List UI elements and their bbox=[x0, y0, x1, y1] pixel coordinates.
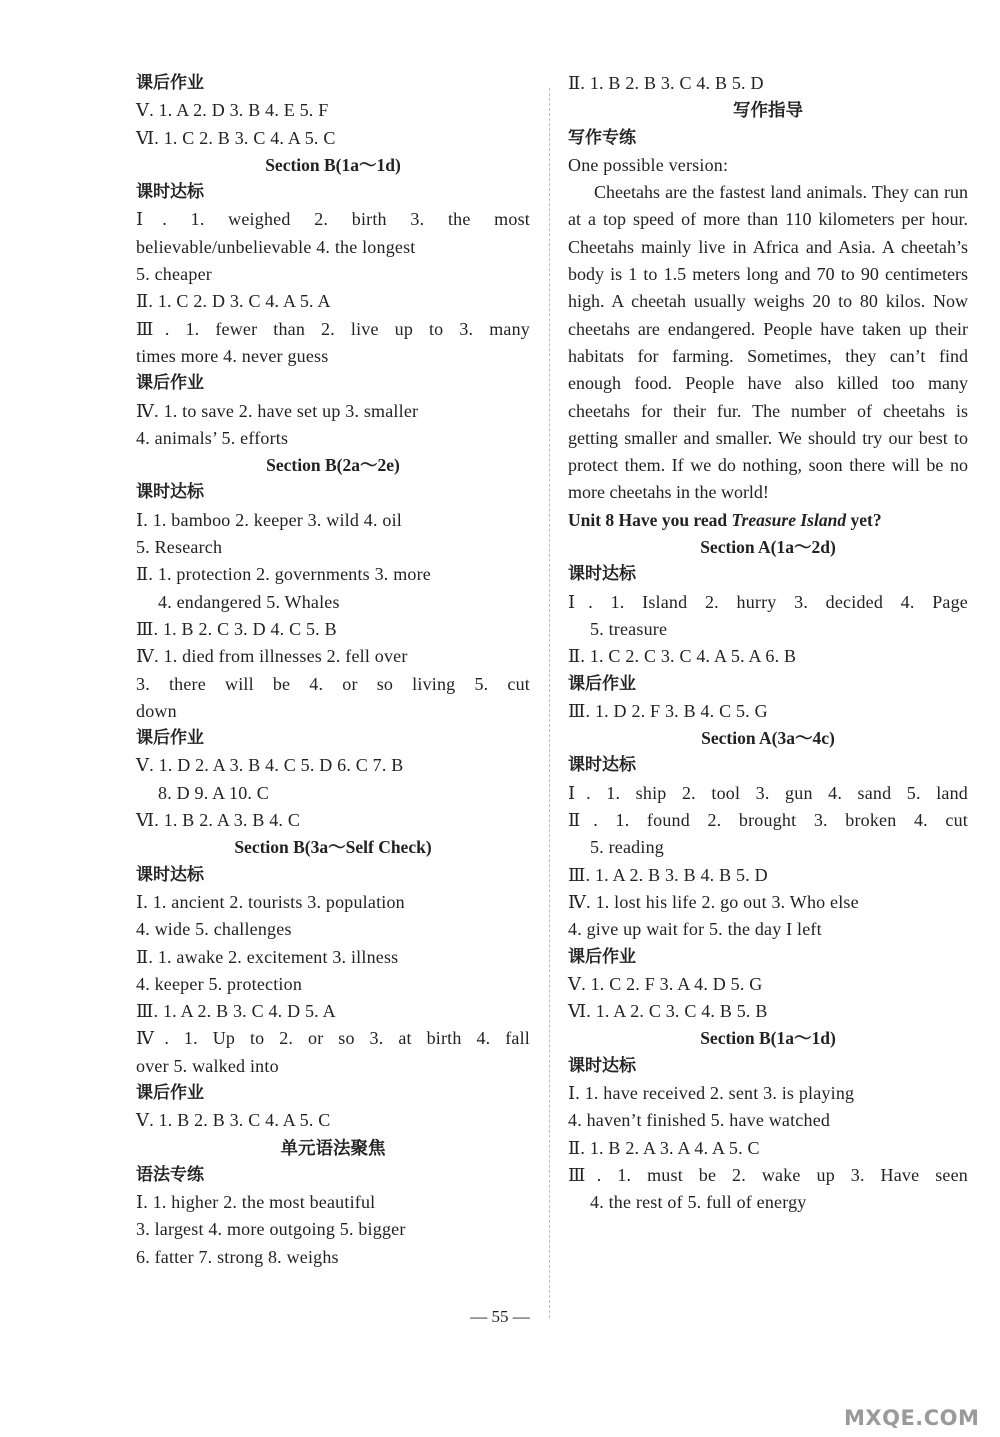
answer-line: Ⅵ. 1. A 2. C 3. C 4. B 5. B bbox=[568, 1001, 768, 1022]
subsection-heading: 课时达标 bbox=[136, 482, 204, 503]
column-divider bbox=[549, 88, 550, 1318]
answer-line: 6. fatter 7. strong 8. weighs bbox=[136, 1246, 339, 1267]
answer-line: 5. treasure bbox=[590, 618, 668, 639]
section-title: Section B(2a～2e) bbox=[266, 455, 400, 476]
answer-line: One possible version: bbox=[568, 154, 729, 175]
section-title: Section B(1a～1d) bbox=[265, 154, 401, 175]
essay-text: Cheetahs are the fastest land animals. They can run at a top speed of more than 110 kilometers per hour. Cheetahs mainly live in Africa and Asia. A cheetah’s body is 1 to 1.5 meters long and 70 to 90 centimeters high. A cheetah usually weighs 20 to 80 kilos. Now cheetahs are endangered. People have taken up their habitats for farming. Sometimes, they can’t find enough food. People have also killed too many cheetahs for their fur. The number of cheetahs is getting smaller and smaller. We should try our best to protect them. If we do nothing, soon there will be no more cheetahs in the world! bbox=[568, 182, 968, 503]
subsection-heading: 写作专练 bbox=[568, 127, 636, 148]
right-top-block bbox=[568, 70, 968, 179]
answer-line: Ⅱ. 1. B 2. A 3. A 4. A 5. C bbox=[568, 1137, 760, 1158]
answer-line: Ⅲ. 1. fewer than 2. live up to 3. many bbox=[136, 318, 530, 339]
answer-line: Ⅰ. 1. higher 2. the most beautiful bbox=[136, 1192, 376, 1213]
left-column bbox=[136, 70, 530, 1271]
subsection-heading: 课时达标 bbox=[568, 755, 636, 776]
subsection-heading: 语法专练 bbox=[136, 1164, 204, 1185]
subsection-heading: 课后作业 bbox=[568, 673, 636, 694]
answer-line: Ⅲ. 1. A 2. B 3. B 4. B 5. D bbox=[568, 864, 768, 885]
subsection-heading: 课后作业 bbox=[136, 73, 204, 93]
answer-line: over 5. walked into bbox=[136, 1055, 279, 1076]
answer-line: Ⅵ. 1. C 2. B 3. C 4. A 5. C bbox=[136, 127, 336, 148]
answer-line: Ⅱ. 1. C 2. D 3. C 4. A 5. A bbox=[136, 291, 331, 312]
subsection-heading: 课后作业 bbox=[136, 373, 204, 394]
section-title: Section B(3a～Self Check) bbox=[234, 837, 432, 858]
answer-line: Ⅰ. 1. Island 2. hurry 3. decided 4. Page bbox=[568, 591, 968, 612]
answer-line: Ⅲ. 1. B 2. C 3. D 4. C 5. B bbox=[136, 618, 337, 639]
answer-line: 3. largest 4. more outgoing 5. bigger bbox=[136, 1219, 406, 1240]
answer-line: 4. endangered 5. Whales bbox=[158, 591, 340, 612]
answer-line: Ⅱ. 1. B 2. B 3. C 4. B 5. D bbox=[568, 73, 764, 93]
subsection-heading: 课后作业 bbox=[136, 1082, 204, 1103]
subsection-heading: 课时达标 bbox=[136, 864, 204, 885]
answer-line: 5. Research bbox=[136, 537, 223, 558]
answer-line: 4. haven’t finished 5. have watched bbox=[568, 1110, 831, 1131]
answer-line: 8. D 9. A 10. C bbox=[158, 782, 270, 803]
answer-line: Ⅴ. 1. D 2. A 3. B 4. C 5. D 6. C 7. B bbox=[136, 755, 404, 776]
answer-line: Ⅰ. 1. have received 2. sent 3. is playing bbox=[568, 1082, 855, 1103]
unit-title-book: Treasure Island bbox=[731, 509, 847, 530]
answer-line: Ⅱ. 1. found 2. brought 3. broken 4. cut bbox=[568, 810, 968, 831]
subsection-heading: 课后作业 bbox=[136, 728, 204, 749]
answer-line: 4. animals’ 5. efforts bbox=[136, 427, 289, 448]
answer-line: believable/unbelievable 4. the longest bbox=[136, 236, 416, 257]
section-title: 单元语法聚焦 bbox=[280, 1137, 386, 1158]
answer-line: Ⅰ. 1. weighed 2. birth 3. the most bbox=[136, 209, 530, 230]
subsection-heading: 课后作业 bbox=[568, 946, 636, 967]
answer-line: Ⅱ. 1. awake 2. excitement 3. illness bbox=[136, 946, 399, 967]
watermark-site: MXQE.COM bbox=[844, 1406, 980, 1430]
answer-line: Ⅲ. 1. A 2. B 3. C 4. D 5. A bbox=[136, 1001, 336, 1022]
answer-line: 4. the rest of 5. full of energy bbox=[590, 1192, 807, 1213]
unit-title-suffix: yet? bbox=[846, 509, 882, 530]
answer-line: Ⅰ. 1. ancient 2. tourists 3. population bbox=[136, 891, 405, 912]
answer-line: 5. cheaper bbox=[136, 264, 212, 285]
answer-line: Ⅳ. 1. died from illnesses 2. fell over bbox=[136, 646, 408, 667]
answer-line: Ⅲ. 1. D 2. F 3. B 4. C 5. G bbox=[568, 700, 768, 721]
answer-line: Ⅴ. 1. A 2. D 3. B 4. E 5. F bbox=[136, 100, 329, 121]
answer-line: 4. give up wait for 5. the day I left bbox=[568, 919, 822, 940]
answer-line: times more 4. never guess bbox=[136, 345, 329, 366]
unit-title bbox=[568, 507, 968, 534]
answer-line: down bbox=[136, 700, 177, 721]
answer-line: Ⅳ. 1. to save 2. have set up 3. smaller bbox=[136, 400, 419, 421]
watermark-logo bbox=[842, 1366, 992, 1432]
answer-line: 5. reading bbox=[590, 837, 664, 858]
answer-line: Ⅵ. 1. B 2. A 3. B 4. C bbox=[136, 810, 301, 831]
answer-line: 4. wide 5. challenges bbox=[136, 919, 292, 940]
subsection-heading: 课时达标 bbox=[136, 182, 204, 203]
answer-line: Ⅱ. 1. protection 2. governments 3. more bbox=[136, 564, 431, 585]
answer-line: Ⅲ. 1. must be 2. wake up 3. Have seen bbox=[568, 1164, 968, 1185]
right-bottom-block bbox=[568, 534, 968, 1216]
subsection-heading: 课时达标 bbox=[568, 564, 636, 585]
unit-title-prefix: Unit 8 Have you read bbox=[568, 509, 732, 530]
answer-line: 3. there will be 4. or so living 5. cut bbox=[136, 673, 530, 694]
answer-line: Ⅳ. 1. Up to 2. or so 3. at birth 4. fall bbox=[136, 1028, 530, 1049]
page-number: — 55 — bbox=[470, 1307, 530, 1326]
answer-line: 4. keeper 5. protection bbox=[136, 973, 303, 994]
section-title: 写作指导 bbox=[733, 100, 803, 121]
section-title: Section A(1a～2d) bbox=[700, 537, 836, 558]
answer-line: Ⅳ. 1. lost his life 2. go out 3. Who else bbox=[568, 891, 859, 912]
right-column bbox=[568, 70, 968, 1216]
answer-line: Ⅰ. 1. ship 2. tool 3. gun 4. sand 5. land bbox=[568, 782, 968, 803]
answer-line: Ⅰ. 1. bamboo 2. keeper 3. wild 4. oil bbox=[136, 509, 402, 530]
section-title: Section B(1a～1d) bbox=[700, 1028, 836, 1049]
answer-line: Ⅴ. 1. C 2. F 3. A 4. D 5. G bbox=[568, 973, 763, 994]
section-title: Section A(3a～4c) bbox=[701, 728, 835, 749]
subsection-heading: 课时达标 bbox=[568, 1055, 636, 1076]
answer-line: Ⅴ. 1. B 2. B 3. C 4. A 5. C bbox=[136, 1110, 331, 1131]
essay-paragraph bbox=[568, 179, 968, 507]
answer-line: Ⅱ. 1. C 2. C 3. C 4. A 5. A 6. B bbox=[568, 646, 797, 667]
